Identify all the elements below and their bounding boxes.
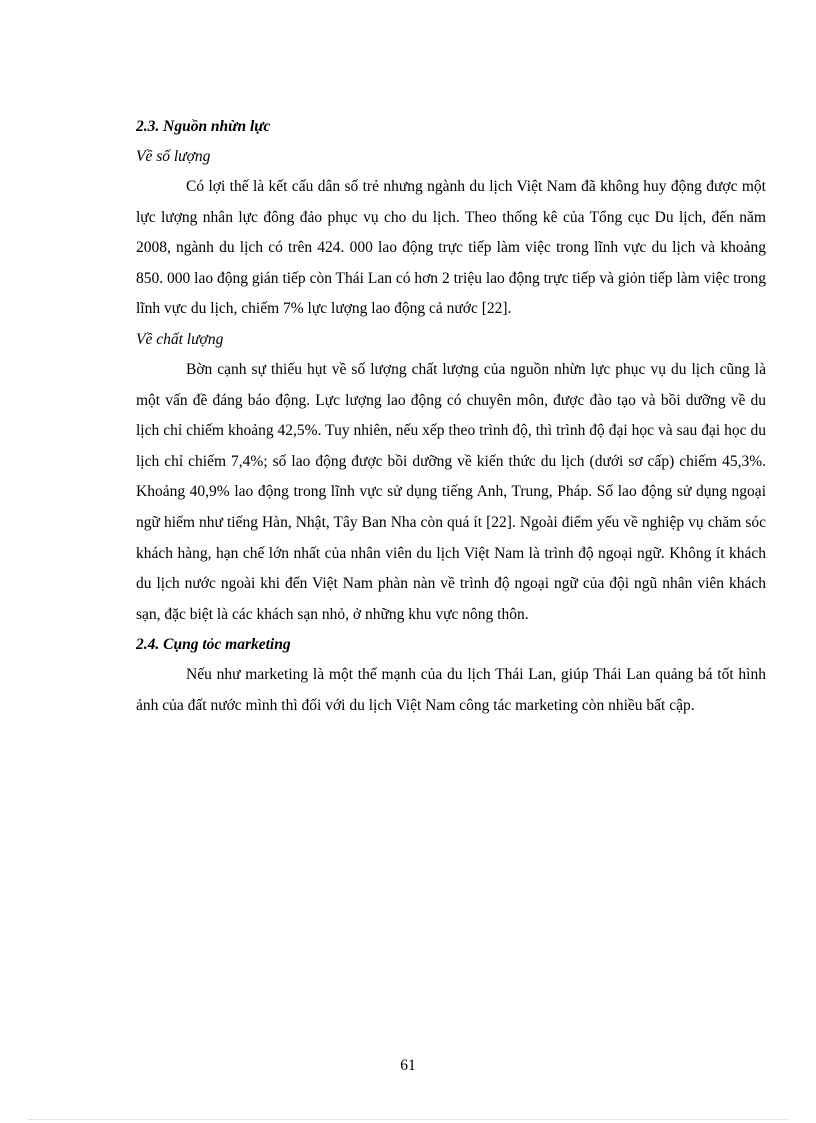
page-content xyxy=(136,112,766,722)
subheading-quality: Về chất lượng xyxy=(136,330,224,348)
section-heading-human-resources: 2.3. Nguồn nhừn lực xyxy=(136,118,271,135)
section-heading-marketing: 2.4. Cụng tỏc marketing xyxy=(136,636,291,654)
paragraph-marketing: Nếu như marketing là một thế mạnh của du lịch Thái Lan, giúp Thái Lan quảng bá tốt hình ảnh của đất nước mình thì đối với du lịch Việt Nam công tác marketing còn nhiều bất cập. xyxy=(136,666,766,714)
page-number: 61 xyxy=(400,1057,416,1074)
subheading-quantity: Về số lượng xyxy=(136,148,211,165)
page-bottom-border xyxy=(28,1119,788,1120)
paragraph-quality: Bờn cạnh sự thiếu hụt về số lượng chất lượng của nguồn nhừn lực phục vụ du lịch cũng là một vấn đề đáng báo động. Lực lượng lao động có chuyên môn, được đào tạo và bồi dưỡng về du lịch chỉ chiếm khoảng 42,5%. Tuy nhiên, nếu xếp theo trình độ, thì trình độ đại học và sau đại học du lịch chỉ chiếm 7,4%; số lao động được bồi dưỡng về kiến thức du lịch (dưới sơ cấp) chiếm 45,3%. Khoảng 40,9% lao động trong lĩnh vực sử dụng tiếng Anh, Trung, Pháp. Số lao động sử dụng ngoại ngữ hiếm như tiếng Hàn, Nhật, Tây Ban Nha còn quá ít [22]. Ngoài điểm yếu về nghiệp vụ chăm sóc khách hàng, hạn chế lớn nhất của nhân viên du lịch Việt Nam là trình độ ngoại ngữ. Không ít khách du lịch nước ngoài khi đến Việt Nam phàn nàn về trình độ ngoại ngữ của đội ngũ nhân viên khách sạn, đặc biệt là các khách sạn nhỏ, ở những khu vực nông thôn. xyxy=(136,360,766,623)
paragraph-quantity: Có lợi thế là kết cấu dân số trẻ nhưng ngành du lịch Việt Nam đã không huy động được một lực lượng nhân lực đông đảo phục vụ cho du lịch. Theo thống kê của Tổng cục Du lịch, đến năm 2008, ngành du lịch có trên 424. 000 lao động trực tiếp làm việc trong lĩnh vực du lịch và khoảng 850. 000 lao động gián tiếp còn Thái Lan có hơn 2 triệu lao động trực tiếp và giỏn tiếp làm việc trong lĩnh vực du lịch, chiếm 7% lực lượng lao động cả nước [22]. xyxy=(136,178,766,318)
